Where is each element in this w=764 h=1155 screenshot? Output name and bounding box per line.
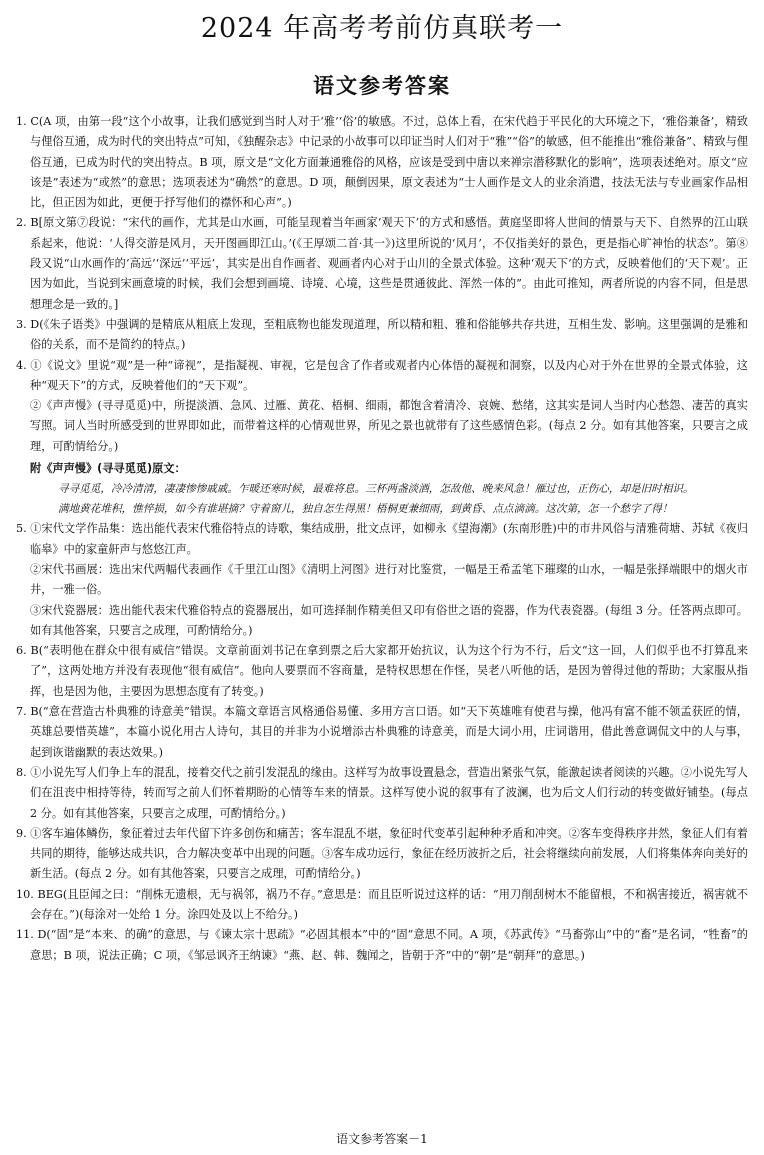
poem-stanza-2: 满地黄花堆积，憔悴损，如今有谁堪摘？守着窗儿，独自怎生得黑！梧桐更兼细雨，到黄昏、点点滴滴。这次第，怎一个愁字了得！: [58, 503, 673, 516]
page-title: 2024 年高考考前仿真联考一: [200, 13, 564, 44]
answer-item-1: 1. C(A 项，由第一段“这个小故事，让我们感觉到当时人对于‘雅’‘俗’的敏感。不过，总体上看，在宋代趋于平民化的大环境之下，‘雅俗兼备’，精致与俚俗互通，成为时代的突出特点”可知，《独醒杂志》中记录的小故事可以印证当时人们对于“雅”“俗”的敏感，但不能推出“雅俗兼备”、精致与俚俗互通，已成为时代的突出特点。B 项，原文是“文化方面兼通雅俗的风格，应该是受到中唐以来禅宗潜移默化的影响”，选项表述绝对。原文“应该是”表述为“或然”的意思；选项表述为“确然”的意思。D 项，颠倒因果，原文表述为“士人画作是文人的业余消遣，技法无法与专业画家作品相比，但正因为如此，更便于抒写他们的襟怀和心声”。): [16, 115, 748, 210]
answer-item-5-point-3: ③宋代瓷器展：选出能代表宋代雅俗特点的瓷器展出，如可选择制作精美但又印有俗世之语的瓷器，作为代表瓷器。(每组 3 分。任答两点即可。如有其他答案，只要言之成理，可酌情给分。): [30, 603, 748, 637]
poem-stanza-1: 寻寻觅觅，冷冷清清，凄凄惨惨戚戚。乍暖还寒时候，最难将息。三杯两盏淡酒，怎敌他、晚来风急！雁过也，正伤心，却是旧时相识。: [58, 483, 694, 496]
appendix-title: 附《声声慢》(寻寻觅觅)原文：: [30, 462, 186, 476]
answer-item-7: 7. B(“意在营造古朴典雅的诗意美”错误。本篇文章语言风格通俗易懂、多用方言口语。如“天下英雄唯有使君与操，他冯有富不能不领孟获匠的情，英雄总要惜英雄”，本篇小说化用古人诗句，其目的并非为小说增添古朴典雅的诗意美，而是大词小用，庄词谐用，借此善意调侃文中的人与事，起到诙谐幽默的表达效果。): [16, 705, 748, 759]
page-footer: 语文参考答案－1: [336, 1132, 428, 1146]
answer-item-5: 5. ①宋代文学作品集：选出能代表宋代雅俗特点的诗歌，集结成册，批文点评，如柳永《望海潮》(东南形胜)中的市井风俗与清雅荷塘、苏轼《夜归临皋》中的家童鼾声与悠悠江声。: [16, 522, 748, 556]
page-subtitle: 语文参考答案: [313, 74, 451, 98]
answer-item-2: 2. B[原文第⑦段说：“宋代的画作，尤其是山水画，可能呈现着当年画家‘观天下’的方式和感悟。黄庭坚即将人世间的情景与天下、自然界的江山联系起来，他说：‘人得交游是风月，天开图画即江山。’(《王厚颂二首·其一》)这里所说的‘风月’，不仅指美好的景色，更是指心旷神怡的状态”。第⑧段又说“山水画作的‘高远’‘深远’‘平远’，其实是出自作画者、观画者内心对于山川的全景式体验。这种‘观天下’的方式，反映着他们的‘天下观’。正因为如此，当说到宋画意境的时候，我们会想到画境、诗境、心境，这些是贯通彼此、浑然一体的”。由此可推知，两者所说的内容不同，但是思想理念是一致的。]: [16, 216, 748, 311]
answer-item-8: 8. ①小说先写人们争上车的混乱，接着交代之前引发混乱的缘由。这样写为故事设置悬念，营造出紧张气氛，能激起读者阅读的兴趣。②小说先写人们在沮丧中相持等待，转而写之前人们怀着期盼的心情等车来的情景。这样写使小说的叙事有了波澜，也为后文人们行动的转变做好铺垫。(每点 2 分。如有其他答案，只要言之成理，可酌情给分。): [16, 765, 748, 820]
answer-list: [16, 112, 748, 966]
answer-item-4-point-2: ②《声声慢》(寻寻觅觅)中，所提淡酒、急风、过雁、黄花、梧桐、细雨，都饱含着清冷、哀婉、愁绪，这其实是词人当时内心愁怨、凄苦的真实写照。词人当时所感受到的世界即如此，而带着这样的心情观世界，所见之景也就带有了这些感情色彩。(每点 2 分。如有其他答案，只要言之成理，可酌情给分。): [30, 399, 748, 453]
answer-item-9: 9. ①客车遍体鳞伤，象征着过去年代留下许多创伤和痛苦；客车混乱不堪，象征时代变革引起种种矛盾和冲突。②客车变得秩序井然，象征人们有着共同的期待，能够达成共识，合力解决变革中出现的问题。③客车成功远行，象征在经历波折之后，社会将继续向前发展，人们将集体奔向美好的新生活。(每点 2 分。如有其他答案，只要言之成理，可酌情给分。): [16, 826, 748, 881]
answer-item-10: 10. BEG(且臣闻之曰：“削株无遗根，无与祸邻，祸乃不存。”意思是：而且臣听说过这样的话：“用刀削刮树木不能留根，不和祸害接近，祸害就不会存在。”)(每涂对一处给 1 分。涂四处及以上不给分。): [16, 887, 748, 921]
answer-item-5-point-2: ②宋代书画展：选出宋代两幅代表画作《千里江山图》《清明上河图》进行对比鉴赏，一幅是王希孟笔下璀璨的山水，一幅是张择端眼中的烟火市井，一雅一俗。: [30, 562, 748, 597]
answer-item-3: 3. D(《朱子语类》中强调的是精底从粗底上发现，至粗底物也能发现道理，所以精和粗、雅和俗能够共存共进，互相生发、影响。这里强调的是雅和俗的关系，而不是简约的特点。): [16, 317, 748, 352]
answer-item-11: 11. D(“固”是“本来、的确”的意思，与《谏太宗十思疏》“必固其根本”中的“固”意思不同。A 项，《苏武传》“马畜弥山”中的“畜”是名词，“牲畜”的意思；B 项，说法正确；C 项，《邹忌讽齐王纳谏》“燕、赵、韩、魏闻之，皆朝于齐”中的“朝”是“朝拜”的意思。): [16, 928, 748, 962]
answer-item-6: 6. B(“表明他在群众中很有威信”错误。文章前面刘书记在拿到票之后大家都开始抗议，认为这个行为不行，后文“这一回，人们似乎也不打算乱来了”，这两处地方并没有表现他“很有威信”。他向人要票而不容商量，是特权思想在作怪，吴老八听他的话，是因为曾得过他的帮助；大家服从指挥，也是因为他，主要因为思想态度有了转变。): [16, 644, 748, 698]
answer-item-4: 4. ①《说文》里说“观”是一种“谛视”，是指凝视、审视，它是包含了作者或观者内心体悟的凝视和洞察，以及内心对于外在世界的全景式体验，这种“观天下”的方式，反映着他们的“天下观”。: [16, 358, 748, 392]
